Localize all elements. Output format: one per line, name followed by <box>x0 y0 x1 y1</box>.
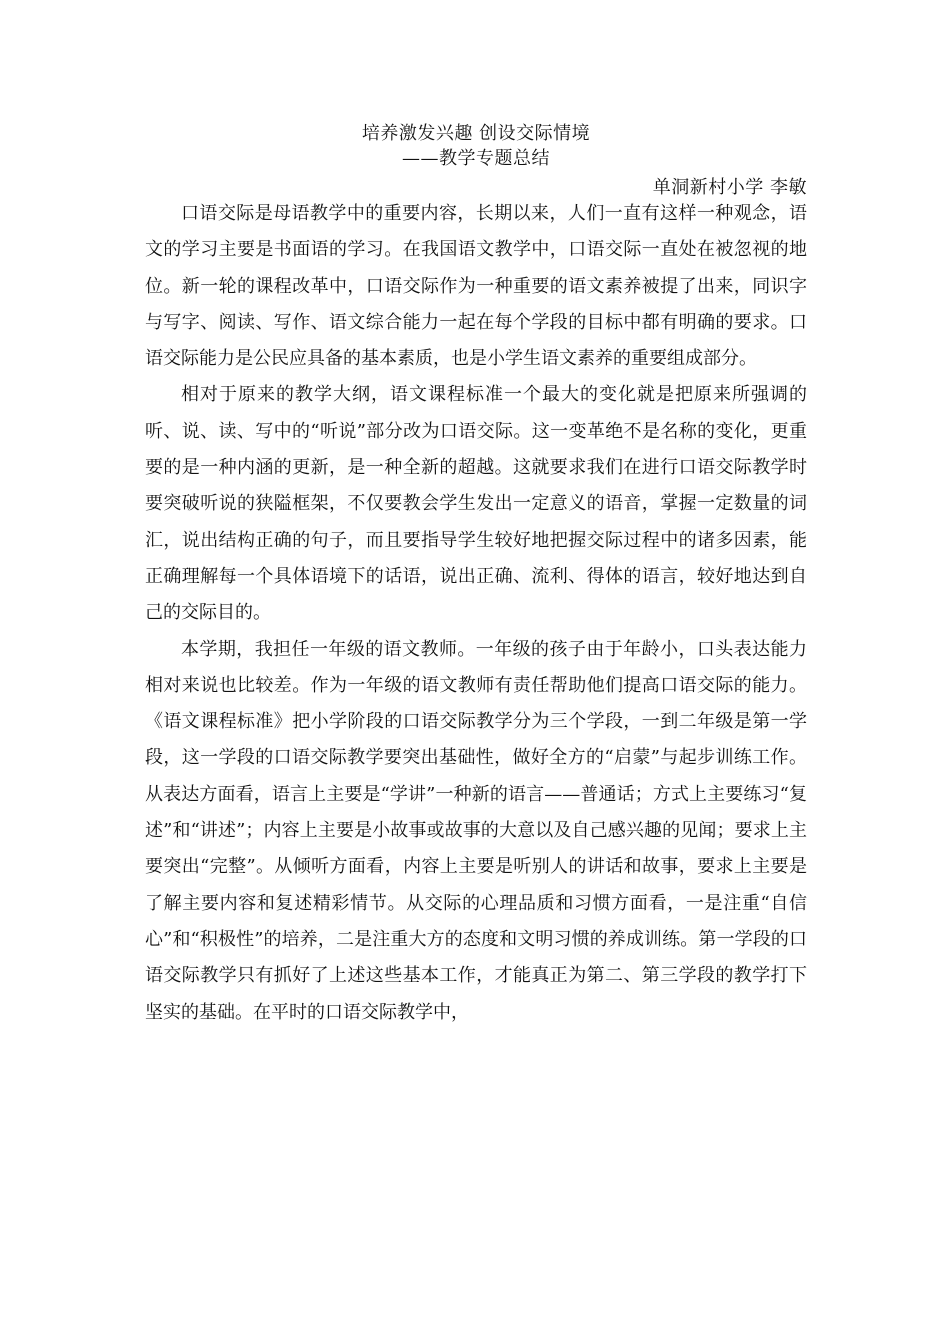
paragraph-2: 相对于原来的教学大纲，语文课程标准一个最大的变化就是把原来所强调的听、说、读、写中的“听说”部分改为口语交际。这一变革绝不是名称的变化，更重要的是一种内涵的更新，是一种全新的超越。这就要求我们在进行口语交际教学时要突破听说的狭隘框架，不仅要教会学生发出一定意义的语音，掌握一定数量的词汇，说出结构正确的句子，而且要指导学生较好地把握交际过程中的诸多因素，能正确理解每一个具体语境下的话语，说出正确、流利、得体的语言，较好地达到自己的交际目的。 <box>145 384 807 624</box>
document-author: 单洞新村小学 李敏 <box>652 177 807 198</box>
document-subtitle: ——教学专题总结 <box>402 148 550 169</box>
paragraph-3: 本学期，我担任一年级的语文教师。一年级的孩子由于年龄小，口头表达能力相对来说也比较差。作为一年级的语文教师有责任帮助他们提高口语交际的能力。《语文课程标准》把小学阶段的口语交际教学分为三个学段，一到二年级是第一学段，这一学段的口语交际教学要突出基础性，做好全方的“启蒙”与起步训练工作。从表达方面看，语言上主要是“学讲”一种新的语言——普通话；方式上主要练习“复述”和“讲述”；内容上主要是小故事或故事的大意以及自己感兴趣的见闻；要求上主要突出“完整”。从倾听方面看，内容上主要是听别人的讲话和故事，要求上主要是了解主要内容和复述精彩情节。从交际的心理品质和习惯方面看，一是注重“自信心”和“积极性”的培养，二是注重大方的态度和文明习惯的养成训练。第一学段的口语交际教学只有抓好了上述这些基本工作，才能真正为第二、第三学段的教学打下坚实的基础。在平时的口语交际教学中， <box>145 638 807 1023</box>
paragraph-1: 口语交际是母语教学中的重要内容，长期以来，人们一直有这样一种观念，语文的学习主要是书面语的学习。在我国语文教学中，口语交际一直处在被忽视的地位。新一轮的课程改革中，口语交际作为一种重要的语文素养被提了出来，同识字与写字、阅读、写作、语文综合能力一起在每个学段的目标中都有明确的要求。口语交际能力是公民应具备的基本素质，也是小学生语文素养的重要组成部分。 <box>145 203 807 370</box>
document-body <box>145 196 807 1031</box>
document-title: 培养激发兴趣 创设交际情境 <box>361 123 591 144</box>
